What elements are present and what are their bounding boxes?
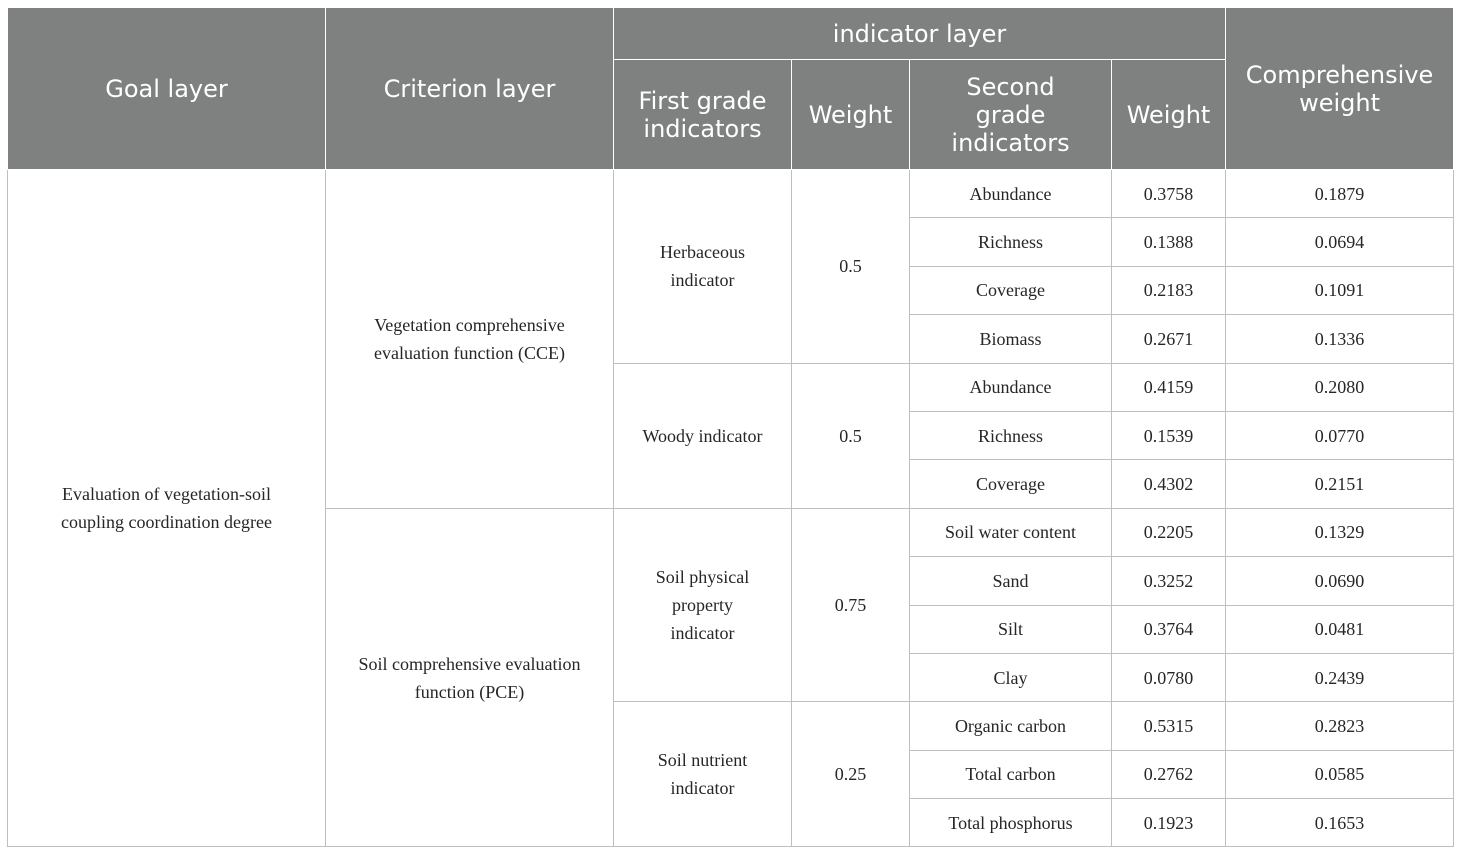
second-grade-name: Biomass [910,315,1112,363]
second-grade-name: Coverage [910,266,1112,314]
second-grade-weight: 0.5315 [1112,702,1226,750]
second-grade-name: Richness [910,218,1112,266]
goal-cell: Evaluation of vegetation-soil coupling coordination degree [8,170,326,847]
second-grade-name: Coverage [910,460,1112,508]
header-first-grade: First grade indicators [614,60,792,170]
comprehensive-weight: 0.2823 [1226,702,1454,750]
second-grade-weight: 0.0780 [1112,653,1226,701]
first-grade-woody: Woody indicator [614,363,792,508]
comprehensive-weight: 0.0690 [1226,557,1454,605]
comprehensive-weight: 0.1091 [1226,266,1454,314]
second-grade-name: Total carbon [910,750,1112,798]
second-grade-name: Silt [910,605,1112,653]
second-grade-weight: 0.3758 [1112,170,1226,218]
second-grade-weight: 0.3252 [1112,557,1226,605]
first-grade-weight-soil-nutrient: 0.25 [792,702,910,847]
comprehensive-weight: 0.0585 [1226,750,1454,798]
second-grade-weight: 0.1539 [1112,411,1226,459]
first-grade-soil-nutrient: Soil nutrient indicator [614,702,792,847]
second-grade-weight: 0.2205 [1112,508,1226,556]
second-grade-weight: 0.4302 [1112,460,1226,508]
header-criterion-layer: Criterion layer [326,8,614,170]
second-grade-weight: 0.4159 [1112,363,1226,411]
header-row-1 [8,8,1454,60]
comprehensive-weight: 0.2151 [1226,460,1454,508]
second-grade-name: Richness [910,411,1112,459]
first-grade-herbaceous: Herbaceous indicator [614,170,792,364]
second-grade-name: Abundance [910,363,1112,411]
header-indicator-layer: indicator layer [614,8,1226,60]
first-grade-weight-woody: 0.5 [792,363,910,508]
criterion-cell-soil: Soil comprehensive evaluation function (PCE) [326,508,614,847]
first-grade-weight-herbaceous: 0.5 [792,170,910,364]
table-row [8,170,1454,218]
second-grade-weight: 0.1923 [1112,799,1226,847]
header-second-grade: Second grade indicators [910,60,1112,170]
comprehensive-weight: 0.0481 [1226,605,1454,653]
header-weight-2: Weight [1112,60,1226,170]
comprehensive-weight: 0.0770 [1226,411,1454,459]
header-goal-layer: Goal layer [8,8,326,170]
comprehensive-weight: 0.1336 [1226,315,1454,363]
second-grade-name: Abundance [910,170,1112,218]
first-grade-soil-physical: Soil physical property indicator [614,508,792,702]
second-grade-name: Clay [910,653,1112,701]
second-grade-name: Total phosphorus [910,799,1112,847]
first-grade-weight-soil-physical: 0.75 [792,508,910,702]
comprehensive-weight: 0.2080 [1226,363,1454,411]
second-grade-name: Soil water content [910,508,1112,556]
second-grade-weight: 0.2183 [1112,266,1226,314]
indicator-weight-table [7,7,1454,847]
second-grade-weight: 0.2671 [1112,315,1226,363]
second-grade-name: Organic carbon [910,702,1112,750]
second-grade-weight: 0.3764 [1112,605,1226,653]
second-grade-name: Sand [910,557,1112,605]
header-weight: Weight [792,60,910,170]
comprehensive-weight: 0.2439 [1226,653,1454,701]
comprehensive-weight: 0.1879 [1226,170,1454,218]
comprehensive-weight: 0.0694 [1226,218,1454,266]
header-comprehensive-weight: Comprehensive weight [1226,8,1454,170]
comprehensive-weight: 0.1329 [1226,508,1454,556]
second-grade-weight: 0.2762 [1112,750,1226,798]
criterion-cell-vegetation: Vegetation comprehensive evaluation function (CCE) [326,170,614,509]
second-grade-weight: 0.1388 [1112,218,1226,266]
comprehensive-weight: 0.1653 [1226,799,1454,847]
